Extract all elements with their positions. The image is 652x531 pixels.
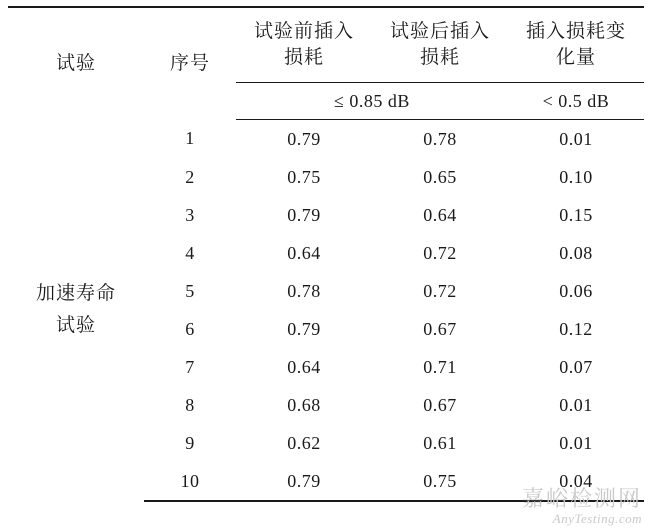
watermark-sub-text: AnyTesting.com [552, 511, 642, 526]
cell-before: 0.79 [236, 462, 372, 501]
cell-delta: 0.07 [559, 356, 593, 377]
table-header [8, 7, 644, 120]
row-group-label-line1: 加速寿命 [35, 283, 116, 305]
cell-before: 0.78 [287, 280, 321, 301]
header-cell-loss-after [372, 7, 508, 83]
row-group-label [8, 120, 144, 502]
cell-after: 0.72 [423, 242, 457, 263]
cell-index: 9 [185, 432, 195, 453]
cell-delta: 0.06 [559, 280, 593, 301]
header-cell-loss-before-line1: 试验前插入 [253, 21, 354, 42]
cell-before: 0.75 [287, 166, 321, 187]
cell-index: 2 [185, 166, 195, 187]
cell-after: 0.78 [423, 128, 457, 149]
cell-before: 0.64 [287, 356, 321, 377]
cell-index: 1 [185, 128, 195, 149]
cell-index: 8 [185, 394, 195, 415]
cell-before: 0.68 [287, 394, 321, 415]
table-row [8, 120, 644, 159]
cell-before: 0.79 [287, 318, 321, 339]
header-cell-index: 序号 [144, 7, 236, 120]
results-table-container [8, 6, 644, 502]
cell-after: 0.72 [423, 280, 457, 301]
cell-index: 6 [185, 318, 195, 339]
header-cell-loss-after-line1: 试验后插入 [389, 21, 490, 42]
spec-cell-delta: < 0.5 dB [508, 83, 644, 120]
cell-after: 0.75 [372, 462, 508, 501]
cell-delta: 0.04 [508, 462, 644, 501]
cell-after: 0.61 [423, 432, 457, 453]
table-body [8, 120, 644, 502]
cell-delta: 0.10 [559, 166, 593, 187]
cell-delta: 0.01 [559, 394, 593, 415]
cell-index: 7 [185, 356, 195, 377]
header-cell-loss-after-line2: 损耗 [419, 47, 460, 68]
cell-after: 0.67 [423, 318, 457, 339]
cell-index: 10 [144, 462, 236, 501]
cell-before: 0.79 [287, 128, 321, 149]
header-row-titles [8, 7, 644, 83]
spec-cell-loss: ≤ 0.85 dB [236, 83, 508, 120]
cell-before: 0.64 [287, 242, 321, 263]
cell-before: 0.79 [287, 204, 321, 225]
cell-index: 4 [185, 242, 195, 263]
cell-after: 0.65 [423, 166, 457, 187]
cell-delta: 0.15 [559, 204, 593, 225]
insertion-loss-table [8, 6, 644, 502]
header-cell-loss-before [236, 7, 372, 83]
cell-delta: 0.01 [559, 128, 593, 149]
header-cell-loss-delta-line1: 插入损耗变 [525, 21, 626, 42]
watermark-main-text: 嘉峪检测网 [521, 486, 642, 511]
header-cell-loss-delta-line2: 化量 [555, 47, 596, 68]
cell-delta: 0.08 [559, 242, 593, 263]
cell-after: 0.71 [423, 356, 457, 377]
cell-index: 5 [185, 280, 195, 301]
cell-delta: 0.01 [559, 432, 593, 453]
header-cell-loss-before-line2: 损耗 [283, 47, 324, 68]
cell-before: 0.62 [287, 432, 321, 453]
cell-index: 3 [185, 204, 195, 225]
cell-after: 0.67 [423, 394, 457, 415]
header-cell-loss-delta [508, 7, 644, 83]
cell-delta: 0.12 [559, 318, 593, 339]
row-group-label-line2: 试验 [55, 315, 96, 337]
header-cell-test: 试验 [8, 7, 144, 120]
cell-after: 0.64 [423, 204, 457, 225]
